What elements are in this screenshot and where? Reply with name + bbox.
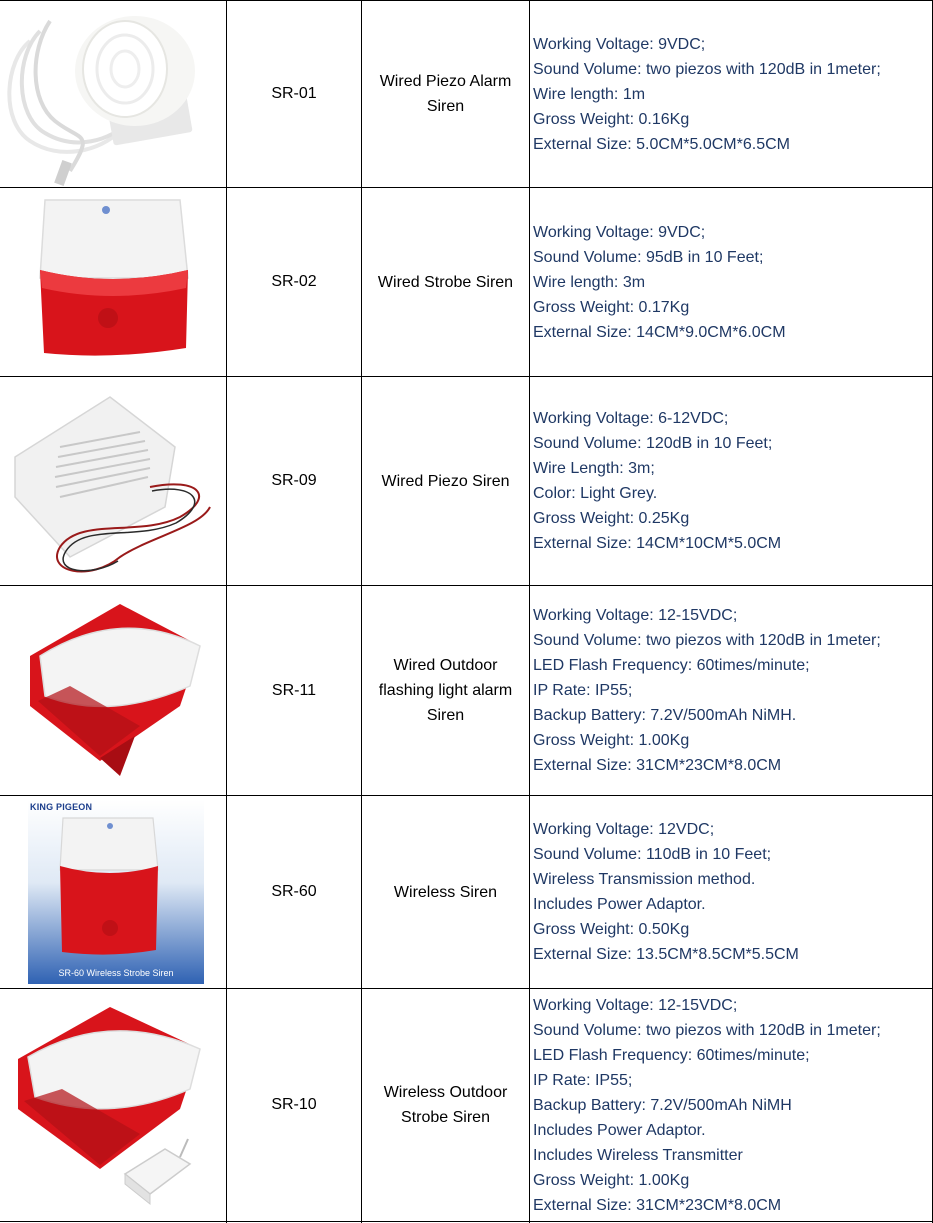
spec-line: Gross Weight: 1.00Kg — [533, 1171, 690, 1189]
spec-line: Gross Weight: 0.17Kg — [533, 298, 690, 316]
spec-line: Working Voltage: 12-15VDC; — [533, 996, 738, 1014]
model-code: SR-11 — [271, 681, 317, 699]
spec-line: Working Voltage: 9VDC; — [533, 223, 706, 241]
spec-line: Sound Volume: 95dB in 10 Feet; — [533, 248, 764, 266]
spec-line: Sound Volume: two piezos with 120dB in 1meter; — [533, 60, 881, 78]
spec-line: Includes Wireless Transmitter — [533, 1146, 743, 1164]
spec-line: Gross Weight: 0.25Kg — [533, 510, 690, 527]
spec-line: Sound Volume: 120dB in 10 Feet; — [533, 435, 773, 452]
spec-line: LED Flash Frequency: 60times/minute; — [533, 1046, 810, 1064]
spec-line: Includes Power Adaptor. — [533, 1121, 706, 1139]
spec-line: Color: Light Grey. — [533, 485, 658, 502]
image-caption: SR-60 Wireless Strobe Siren — [58, 968, 174, 978]
spec-line: Backup Battery: 7.2V/500mAh NiMH — [533, 1096, 792, 1114]
spec-line: External Size: 31CM*23CM*8.0CM — [533, 757, 782, 774]
model-code: SR-60 — [271, 883, 317, 900]
spec-list — [533, 989, 933, 1221]
spec-line: External Size: 14CM*10CM*5.0CM — [533, 535, 782, 552]
spec-line: Working Voltage: 9VDC; — [533, 35, 706, 53]
spec-line: Sound Volume: two piezos with 120dB in 1meter; — [533, 632, 881, 649]
spec-line: External Size: 5.0CM*5.0CM*6.5CM — [533, 135, 790, 153]
product-image-sr-09 — [0, 377, 226, 585]
spec-line: Working Voltage: 12-15VDC; — [533, 607, 738, 624]
spec-line: External Size: 13.5CM*8.5CM*5.5CM — [533, 946, 799, 963]
product-image-sr-60 — [0, 796, 226, 988]
model-code: SR-10 — [271, 1096, 317, 1113]
spec-line: Wire Length: 3m; — [533, 460, 655, 477]
wireless-strobe-siren-box-icon — [28, 800, 204, 984]
spec-line: Wire length: 1m — [533, 85, 646, 103]
spec-line: Sound Volume: 110dB in 10 Feet; — [533, 846, 772, 863]
spec-line: IP Rate: IP55; — [533, 1071, 633, 1089]
spec-line: IP Rate: IP55; — [533, 682, 633, 699]
product-name: Wireless Siren — [393, 883, 498, 901]
wireless-outdoor-siren-with-transmitter-icon — [0, 989, 226, 1221]
product-name: Wired Piezo Alarm Siren — [379, 73, 512, 115]
spec-list — [533, 377, 933, 585]
model-code: SR-02 — [271, 273, 317, 290]
model-code: SR-09 — [271, 472, 317, 489]
spec-line: Working Voltage: 6-12VDC; — [533, 410, 729, 427]
spec-list — [533, 1, 933, 187]
spec-line: Wireless Transmission method. — [533, 871, 756, 888]
outdoor-flashing-siren-icon — [0, 586, 226, 795]
product-image-sr-01 — [0, 1, 226, 187]
spec-line: Sound Volume: two piezos with 120dB in 1meter; — [533, 1021, 881, 1039]
spec-line: Working Voltage: 12VDC; — [533, 821, 715, 838]
spec-line: Gross Weight: 1.00Kg — [533, 732, 690, 749]
spec-line: External Size: 14CM*9.0CM*6.0CM — [533, 323, 786, 341]
spec-line: Wire length: 3m — [533, 273, 646, 291]
product-photo-frame — [28, 800, 204, 984]
grey-piezo-siren-with-wires-icon — [0, 377, 226, 585]
white-piezo-siren-with-cable-icon — [0, 1, 226, 187]
spec-line: Gross Weight: 0.50Kg — [533, 921, 690, 938]
brand-logo: KING PIGEON — [30, 802, 93, 812]
product-name: Wireless Outdoor Strobe Siren — [383, 1084, 508, 1126]
row-divider — [0, 1221, 933, 1222]
spec-list — [533, 188, 933, 376]
spec-line: Includes Power Adaptor. — [533, 896, 706, 913]
spec-line: LED Flash Frequency: 60times/minute; — [533, 657, 810, 674]
spec-list — [533, 796, 933, 988]
spec-line: Backup Battery: 7.2V/500mAh NiMH. — [533, 707, 797, 724]
product-image-sr-02 — [0, 188, 226, 376]
product-name: Wired Strobe Siren — [377, 273, 514, 291]
product-name: Wired Piezo Siren — [381, 472, 510, 490]
model-code: SR-01 — [271, 85, 317, 102]
product-name: Wired Outdoor flashing light alarm Siren — [378, 657, 513, 724]
column-divider — [529, 0, 530, 1223]
red-white-strobe-siren-icon — [0, 188, 226, 376]
spec-line: Gross Weight: 0.16Kg — [533, 110, 690, 128]
product-image-sr-10 — [0, 989, 226, 1221]
product-image-sr-11 — [0, 586, 226, 795]
spec-line: External Size: 31CM*23CM*8.0CM — [533, 1196, 782, 1214]
spec-list — [533, 586, 933, 795]
